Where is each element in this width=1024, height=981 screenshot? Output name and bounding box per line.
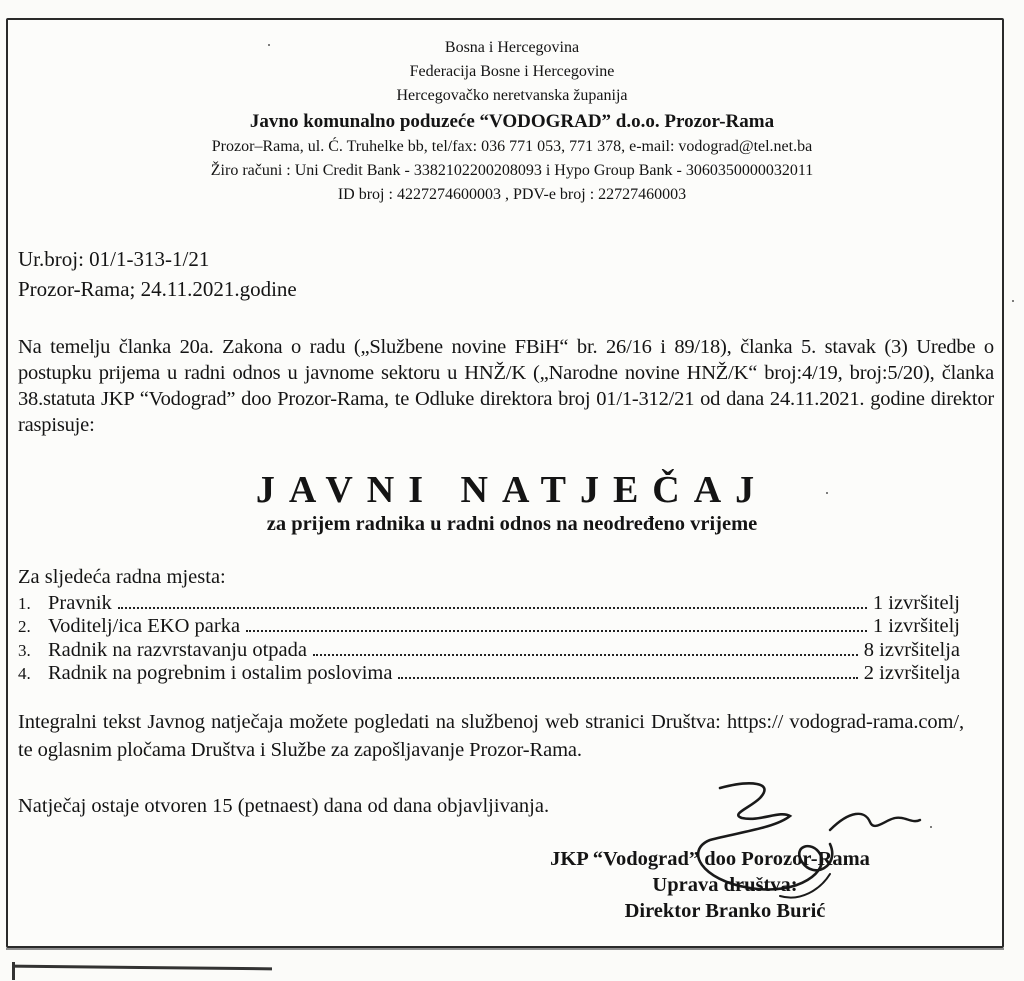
scan-speck (826, 492, 828, 494)
signature-director: Direktor Branko Burić (624, 900, 826, 922)
position-name: Voditelj/ica EKO parka (48, 615, 241, 637)
position-item (18, 615, 960, 639)
scan-speck (1012, 300, 1014, 302)
legal-basis-paragraph: Na temelju članka 20a. Zakona o radu („Službene novine FBiH“ br. 26/16 i 89/18), članka 5. stavak (3) Uredbe o postupku prijema u radni odnos u javnome sektoru u HNŽ/K („Narodne novine HNŽ/K“ broj:4/19, broj:5/20), članka 38.statuta JKP “Vodograd” doo Prozor-Rama, te Odluke direktora broj 01/1-312/21 od dana 24.11.2021. godine direktor raspisuje: (18, 336, 994, 436)
reference-block (18, 244, 297, 304)
position-count: 8 izvršitelja (863, 638, 960, 661)
letterhead-ids: ID broj : 4227274600003 , PDV-e broj : 22727460003 (337, 186, 687, 203)
dot-leader (118, 593, 867, 609)
position-number: 2. (18, 617, 31, 636)
place-date: Prozor-Rama; 24.11.2021.godine (18, 277, 297, 301)
position-name: Pravnik (48, 591, 112, 614)
position-item (18, 592, 960, 616)
position-item (18, 639, 960, 663)
dot-leader (398, 663, 857, 679)
position-number: 4. (18, 664, 31, 683)
positions-list (18, 566, 960, 686)
position-name: Radnik na razvrstavanju otpada (48, 638, 308, 661)
signature-block (480, 846, 930, 924)
dot-leader (246, 616, 867, 632)
letterhead-accounts: Žiro računi : Uni Credit Bank - 3382102200208093 i Hypo Group Bank - 3060350000032011 (210, 162, 814, 179)
notice-subtitle: za prijem radnika u radni odnos na neodređeno vrijeme (266, 513, 758, 535)
position-item (18, 662, 960, 686)
letterhead-country: Bosna i Hercegovina (444, 39, 580, 56)
signature-org: JKP “Vodograd” doo Porozor-Rama (550, 848, 870, 870)
reference-number: Ur.broj: 01/1-313-1/21 (18, 247, 210, 271)
position-count: 1 izvršitelj (872, 591, 960, 614)
letterhead-county: Hercegovačko neretvanska županija (396, 87, 628, 104)
letterhead-federation: Federacija Bosne i Hercegovine (409, 63, 615, 80)
letterhead-company: Javno komunalno poduzeće “VODOGRAD” d.o.o. Prozor-Rama (249, 111, 775, 132)
open-period-note: Natječaj ostaje otvoren 15 (petnaest) dana od dana objavljivanja. (18, 795, 550, 817)
scan-speck (268, 44, 270, 46)
letterhead (0, 36, 1024, 207)
position-number: 1. (18, 593, 31, 613)
position-name: Radnik na pogrebnim i ostalim poslovima (48, 662, 393, 684)
letterhead-address: Prozor–Rama, ul. Ć. Truhelke bb, tel/fax: 036 771 053, 771 378, e-mail: vodograd@tel.net.ba (211, 138, 813, 155)
signature-board: Uprava društva: (652, 874, 798, 896)
integral-text-paragraph: Integralni tekst Javnog natječaja možete pogledati na službenoj web stranici Društva: https:// vodograd-rama.com/, te oglasnim pločama Društva i Službe za zapošljavanje Prozor-Rama. (18, 711, 964, 761)
positions-intro: Za sljedeća radna mjesta: (18, 566, 226, 588)
position-count: 2 izvršitelja (863, 662, 960, 684)
notice-title: JAVNI NATJEČAJ (255, 469, 769, 511)
position-number: 3. (18, 640, 31, 660)
page-edge-corner (12, 962, 15, 980)
scan-speck (930, 826, 932, 828)
page-edge-line (12, 965, 272, 971)
position-count: 1 izvršitelj (872, 615, 960, 637)
dot-leader (313, 640, 858, 656)
